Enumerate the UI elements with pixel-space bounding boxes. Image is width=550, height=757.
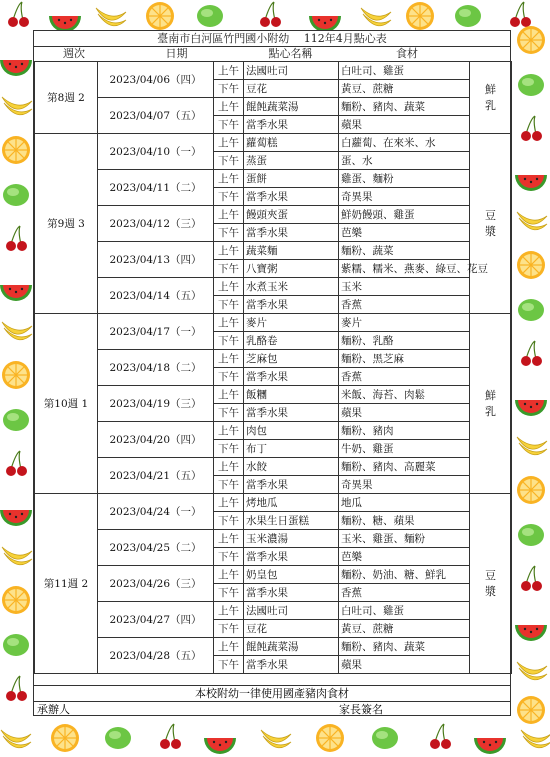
- lime-icon: [518, 524, 544, 546]
- ingredients: 麵粉、奶油、糖、鮮乳: [339, 566, 470, 584]
- ingredients: 紫糯、糯米、燕麥、綠豆、花豆: [339, 260, 470, 278]
- snack-name: 水煮玉米: [244, 278, 339, 296]
- week-label: 第9週 3: [35, 134, 98, 314]
- time-slot: 上午: [214, 458, 244, 476]
- ingredients: 米飯、海苔、肉鬆: [339, 386, 470, 404]
- orange-slice-icon: [517, 26, 545, 54]
- snack-name: 蘿蔔糕: [244, 134, 339, 152]
- orange-slice-icon: [316, 724, 344, 752]
- ingredients: 蘋果: [339, 656, 470, 674]
- time-slot: 下午: [214, 116, 244, 134]
- time-slot: 上午: [214, 62, 244, 80]
- ingredients: 麵粉、豬肉: [339, 422, 470, 440]
- banana-icon: [2, 322, 32, 340]
- ingredients: 麵粉、乳酪: [339, 332, 470, 350]
- time-slot: 上午: [214, 638, 244, 656]
- footer-note: 本校附幼一律使用國產豬肉食材: [34, 685, 510, 702]
- table-row: [35, 62, 512, 80]
- table-row: [35, 350, 512, 368]
- snack-name: 當季水果: [244, 548, 339, 566]
- snack-name: 乳酪卷: [244, 332, 339, 350]
- milk-type: [470, 134, 512, 314]
- date-cell: 2023/04/18（二）: [98, 350, 214, 386]
- table-row: [35, 134, 512, 152]
- snack-name: 芝麻包: [244, 350, 339, 368]
- date-cell: 2023/04/27（四）: [98, 602, 214, 638]
- ingredients: 玉米: [339, 278, 470, 296]
- table-row: [35, 278, 512, 296]
- milk-type-label: 鮮乳: [485, 388, 496, 418]
- snack-name: 奶皇包: [244, 566, 339, 584]
- time-slot: 下午: [214, 188, 244, 206]
- table-row: [35, 242, 512, 260]
- time-slot: 下午: [214, 296, 244, 314]
- time-slot: 下午: [214, 476, 244, 494]
- time-slot: 下午: [214, 656, 244, 674]
- snack-name: 蛋餅: [244, 170, 339, 188]
- snack-name: 飯糰: [244, 386, 339, 404]
- ingredients: 香蕉: [339, 296, 470, 314]
- lime-icon: [197, 5, 223, 27]
- date-cell: 2023/04/07（五）: [98, 98, 214, 134]
- time-slot: 上午: [214, 566, 244, 584]
- lime-icon: [105, 727, 131, 749]
- orange-slice-icon: [517, 251, 545, 279]
- time-slot: 上午: [214, 98, 244, 116]
- cherry-icon: [521, 341, 542, 366]
- time-slot: 上午: [214, 134, 244, 152]
- cherry-icon: [510, 2, 531, 27]
- ingredients: 蘋果: [339, 116, 470, 134]
- time-slot: 下午: [214, 260, 244, 278]
- table-row: [35, 458, 512, 476]
- ingredients: 麵粉、蔬菜: [339, 242, 470, 260]
- table-row: [35, 638, 512, 656]
- lime-icon: [518, 299, 544, 321]
- date-cell: 2023/04/26（三）: [98, 566, 214, 602]
- milk-type: [470, 314, 512, 494]
- snack-name: 法國吐司: [244, 602, 339, 620]
- ingredients: 白吐司、雞蛋: [339, 602, 470, 620]
- ingredients: 蛋、水: [339, 152, 470, 170]
- banana-icon: [517, 212, 547, 230]
- time-slot: 下午: [214, 224, 244, 242]
- time-slot: 下午: [214, 152, 244, 170]
- page-title: 臺南市白河區竹門國小附幼 112年4月點心表: [34, 31, 510, 47]
- table-row: [35, 170, 512, 188]
- ingredients: 芭樂: [339, 224, 470, 242]
- orange-slice-icon: [517, 696, 545, 724]
- date-cell: 2023/04/20（四）: [98, 422, 214, 458]
- time-slot: 上午: [214, 242, 244, 260]
- snack-name: 當季水果: [244, 656, 339, 674]
- time-slot: 上午: [214, 278, 244, 296]
- snack-name: 豆花: [244, 620, 339, 638]
- time-slot: 上午: [214, 602, 244, 620]
- date-cell: 2023/04/06（四）: [98, 62, 214, 98]
- orange-slice-icon: [517, 476, 545, 504]
- signature-row: [34, 701, 510, 717]
- time-slot: 上午: [214, 314, 244, 332]
- table-row: [35, 602, 512, 620]
- snack-name: 烤地瓜: [244, 494, 339, 512]
- time-slot: 下午: [214, 368, 244, 386]
- ingredients: 地瓜: [339, 494, 470, 512]
- snack-name: 當季水果: [244, 404, 339, 422]
- time-slot: 上午: [214, 386, 244, 404]
- ingredients: 麵粉、豬肉、高麗菜: [339, 458, 470, 476]
- snack-name: 八寶粥: [244, 260, 339, 278]
- table-row: [35, 386, 512, 404]
- table-row: [35, 566, 512, 584]
- snack-name: 當季水果: [244, 116, 339, 134]
- cherry-icon: [521, 566, 542, 591]
- ingredients: 奇異果: [339, 476, 470, 494]
- orange-slice-icon: [2, 361, 30, 389]
- time-slot: 上午: [214, 494, 244, 512]
- banana-icon: [96, 8, 126, 26]
- snack-name: 當季水果: [244, 476, 339, 494]
- date-cell: 2023/04/13（四）: [98, 242, 214, 278]
- snack-name: 當季水果: [244, 296, 339, 314]
- handler-label: 承辦人: [37, 703, 70, 716]
- snack-name: 當季水果: [244, 188, 339, 206]
- banana-icon: [517, 662, 547, 680]
- orange-slice-icon: [146, 2, 174, 30]
- ingredients: 雞蛋、麵粉: [339, 170, 470, 188]
- time-slot: 下午: [214, 548, 244, 566]
- orange-slice-icon: [51, 724, 79, 752]
- ingredients: 香蕉: [339, 584, 470, 602]
- table-row: [35, 494, 512, 512]
- snack-name: 玉米濃湯: [244, 530, 339, 548]
- date-cell: 2023/04/17（一）: [98, 314, 214, 350]
- snack-name: 水餃: [244, 458, 339, 476]
- table-row: [35, 206, 512, 224]
- ingredients: 奇異果: [339, 188, 470, 206]
- cherry-icon: [260, 2, 281, 27]
- cherry-icon: [430, 724, 451, 749]
- watermelon-icon: [0, 285, 32, 301]
- banana-icon: [261, 730, 291, 748]
- cherry-icon: [160, 724, 181, 749]
- snack-name: 當季水果: [244, 368, 339, 386]
- snack-name: 肉包: [244, 422, 339, 440]
- milk-type-label: 豆漿: [485, 568, 496, 598]
- header-week: 週次: [63, 47, 85, 60]
- table-row: [35, 98, 512, 116]
- ingredients: 麵粉、糖、蘋果: [339, 512, 470, 530]
- table-row: [35, 530, 512, 548]
- orange-slice-icon: [406, 2, 434, 30]
- snack-table: [34, 61, 512, 674]
- table-row: [35, 422, 512, 440]
- ingredients: 蘋果: [339, 404, 470, 422]
- watermelon-icon: [515, 400, 547, 416]
- snack-name: 當季水果: [244, 224, 339, 242]
- date-cell: 2023/04/21（五）: [98, 458, 214, 494]
- watermelon-icon: [204, 738, 236, 754]
- watermelon-icon: [474, 738, 506, 754]
- time-slot: 下午: [214, 620, 244, 638]
- ingredients: 白蘿蔔、在來米、水: [339, 134, 470, 152]
- snack-name: 豆花: [244, 80, 339, 98]
- ingredients: 芭樂: [339, 548, 470, 566]
- time-slot: 下午: [214, 512, 244, 530]
- ingredients: 黃豆、蔗糖: [339, 620, 470, 638]
- snack-menu-sheet: [33, 30, 511, 716]
- time-slot: 下午: [214, 584, 244, 602]
- lime-icon: [372, 727, 398, 749]
- date-cell: 2023/04/10（一）: [98, 134, 214, 170]
- orange-slice-icon: [2, 586, 30, 614]
- snack-name: 蒸蛋: [244, 152, 339, 170]
- lime-icon: [3, 184, 29, 206]
- snack-name: 布丁: [244, 440, 339, 458]
- ingredients: 麥片: [339, 314, 470, 332]
- week-label: 第11週 2: [35, 494, 98, 674]
- banana-icon: [521, 730, 550, 748]
- cherry-icon: [6, 226, 27, 251]
- snack-name: 當季水果: [244, 584, 339, 602]
- banana-icon: [1, 730, 31, 748]
- snack-name: 水果生日蛋糕: [244, 512, 339, 530]
- ingredients: 麵粉、豬肉、蔬菜: [339, 638, 470, 656]
- ingredients: 玉米、雞蛋、麵粉: [339, 530, 470, 548]
- time-slot: 下午: [214, 80, 244, 98]
- time-slot: 上午: [214, 206, 244, 224]
- banana-icon: [517, 437, 547, 455]
- snack-name: 蔬菜麵: [244, 242, 339, 260]
- snack-name: 饅頭夾蛋: [244, 206, 339, 224]
- table-row: [35, 314, 512, 332]
- header-snack: 點心名稱: [268, 47, 313, 60]
- time-slot: 下午: [214, 332, 244, 350]
- ingredients: 黃豆、蔗糖: [339, 80, 470, 98]
- date-cell: 2023/04/11（二）: [98, 170, 214, 206]
- banana-icon: [361, 8, 391, 26]
- date-cell: 2023/04/14（五）: [98, 278, 214, 314]
- cherry-icon: [8, 2, 29, 27]
- date-cell: 2023/04/12（三）: [98, 206, 214, 242]
- milk-type-label: 豆漿: [485, 208, 496, 238]
- header-date: 日期: [165, 47, 188, 60]
- time-slot: 上午: [214, 530, 244, 548]
- cherry-icon: [521, 116, 542, 141]
- ingredients: 白吐司、雞蛋: [339, 62, 470, 80]
- column-headers: [34, 47, 510, 61]
- lime-icon: [3, 634, 29, 656]
- cherry-icon: [6, 676, 27, 701]
- milk-type-label: 鮮乳: [485, 82, 496, 112]
- time-slot: 上午: [214, 170, 244, 188]
- watermelon-icon: [0, 510, 32, 526]
- time-slot: 下午: [214, 404, 244, 422]
- watermelon-icon: [0, 60, 32, 76]
- watermelon-icon: [515, 625, 547, 641]
- ingredients: 鮮奶饅頭、雞蛋: [339, 206, 470, 224]
- milk-type: [470, 494, 512, 674]
- time-slot: 上午: [214, 422, 244, 440]
- snack-name: 餛飩蔬菜湯: [244, 98, 339, 116]
- snack-name: 法國吐司: [244, 62, 339, 80]
- cherry-icon: [6, 451, 27, 476]
- ingredients: 麵粉、豬肉、蔬菜: [339, 98, 470, 116]
- lime-icon: [518, 74, 544, 96]
- week-label: 第10週 1: [35, 314, 98, 494]
- lime-icon: [3, 409, 29, 431]
- orange-slice-icon: [2, 136, 30, 164]
- parent-signature-label: 家長簽名: [339, 703, 383, 716]
- ingredients: 麵粉、黑芝麻: [339, 350, 470, 368]
- milk-type: [470, 62, 512, 134]
- snack-name: 餛飩蔬菜湯: [244, 638, 339, 656]
- date-cell: 2023/04/19（三）: [98, 386, 214, 422]
- time-slot: 上午: [214, 350, 244, 368]
- snack-name: 麥片: [244, 314, 339, 332]
- header-ingredients: 食材: [396, 47, 418, 60]
- banana-icon: [2, 547, 32, 565]
- ingredients: 香蕉: [339, 368, 470, 386]
- date-cell: 2023/04/24（一）: [98, 494, 214, 530]
- date-cell: 2023/04/28（五）: [98, 638, 214, 674]
- time-slot: 下午: [214, 440, 244, 458]
- ingredients: 牛奶、雞蛋: [339, 440, 470, 458]
- week-label: 第8週 2: [35, 62, 98, 134]
- banana-icon: [2, 97, 32, 115]
- lime-icon: [455, 5, 481, 27]
- watermelon-icon: [515, 175, 547, 191]
- date-cell: 2023/04/25（二）: [98, 530, 214, 566]
